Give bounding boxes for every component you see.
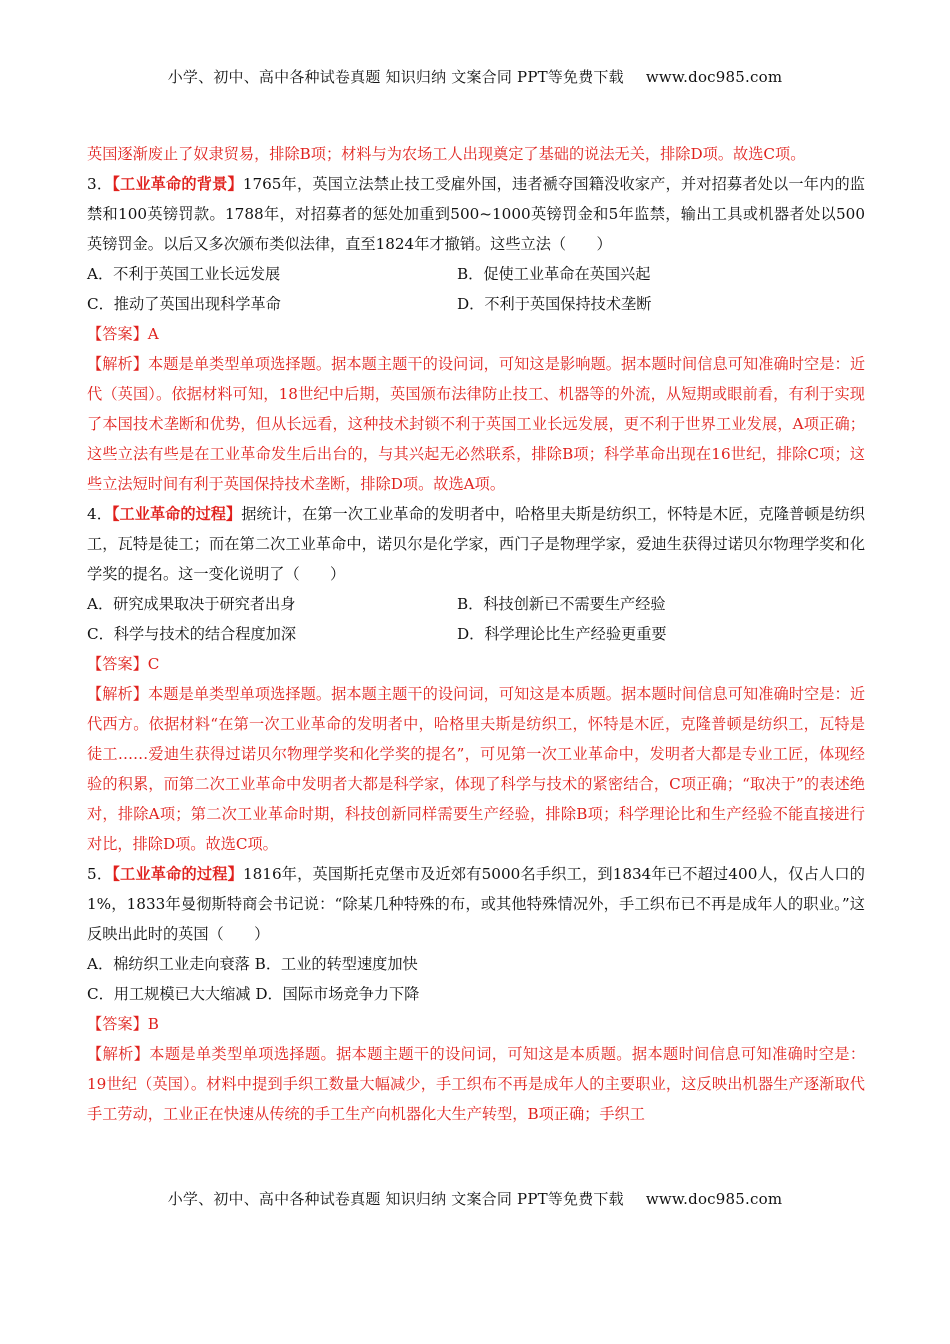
question-number: 4． bbox=[87, 505, 112, 523]
answer-line bbox=[87, 319, 865, 349]
question-text: 据统计，在第一次工业革命的发明者中，哈格里夫斯是纺织工，怀特是木匠，克隆普顿是纺织工，瓦特是徒工；而在第二次工业革命中，诺贝尔是化学家，西门子是物理学家，爱迪生获得过诺贝尔物理学奖和化学奖的提名。这一变化说明了（ ） bbox=[87, 505, 865, 583]
question-stem bbox=[87, 859, 865, 949]
analysis-block bbox=[87, 1039, 865, 1129]
options-row bbox=[87, 619, 865, 649]
option-a: A．不利于英国工业长远发展 bbox=[87, 265, 281, 283]
page-content bbox=[87, 139, 865, 1129]
answer-label: 【答案】 bbox=[87, 1015, 148, 1033]
question-tag: 【工业革命的过程】 bbox=[112, 865, 243, 883]
options-row bbox=[87, 589, 865, 619]
question-tag: 【工业革命的过程】 bbox=[111, 505, 242, 523]
question-number: 5． bbox=[87, 865, 113, 883]
continuation-text: 英国逐渐废止了奴隶贸易，排除B项；材料与为农场工人出现奠定了基础的说法无关，排除D项。故选C项。 bbox=[87, 145, 806, 163]
option-a: A．研究成果取决于研究者出身 bbox=[87, 595, 296, 613]
question-text: 1765年，英国立法禁止技工受雇外国，违者褫夺国籍没收家产，并对招募者处以一年内的监禁和100英镑罚款。1788年，对招募者的惩处加重到500~1000英镑罚金和5年监禁，输出工具或机器者处以500英镑罚金。以后又多次颁布类似法律，直至1824年才撤销。这些立法（ ） bbox=[87, 175, 865, 253]
analysis-text: 本题是单类型单项选择题。据本题主题干的设问词，可知这是影响题。据本题时间信息可知准确时空是：近代（英国）。依据材料可知，18世纪中后期，英国颁布法律防止技工、机器等的外流，从短期或眼前看，有利于实现了本国技术垄断和优势，但从长远看，这种技术封锁不利于英国工业长远发展，更不利于世界工业发展，A项正确；这些立法有些是在工业革命发生后出台的，与其兴起无必然联系，排除B项；科学革命出现在16世纪，排除C项；这些立法短时间有利于英国保持技术垄断，排除D项。故选A项。 bbox=[87, 355, 866, 493]
option-c: C．推动了英国出现科学革命 bbox=[87, 295, 281, 313]
options-line-cd: C．用工规模已大大缩减 D．国际市场竞争力下降 bbox=[87, 985, 420, 1003]
analysis-label: 【解析】 bbox=[87, 1045, 150, 1063]
question-text: 1816年，英国斯托克堡市及近郊有5000名手织工，到1834年已不超过400人，仅占人口的1%，1833年曼彻斯特商会书记说：“除某几种特殊的布，或其他特殊情况外，手工织布已不再是成年人的职业。”这反映出此时的英国（ ） bbox=[87, 865, 865, 943]
analysis-text: 本题是单类型单项选择题。据本题主题干的设问词，可知这是本质题。据本题时间信息可知准确时空是：近代西方。依据材料“在第一次工业革命的发明者中，哈格里夫斯是纺织工，怀特是木匠，克隆普顿是纺织工，瓦特是徒工……爱迪生获得过诺贝尔物理学奖和化学奖的提名”，可见第一次工业革命中，发明者大都是专业工匠，体现经验的积累，而第二次工业革命中发明者大都是科学家，体现了科学与技术的紧密结合，C项正确；“取决于”的表述绝对，排除A项；第二次工业革命时期，科技创新同样需要生产经验，排除B项；科学理论比和生产经验不能直接进行对比，排除D项。故选C项。 bbox=[87, 685, 866, 853]
options-line-ab: A．棉纺织工业走向衰落 B．工业的转型速度加快 bbox=[87, 955, 418, 973]
answer-label: 【答案】 bbox=[87, 655, 148, 673]
answer-value: A bbox=[147, 325, 159, 343]
question-3 bbox=[87, 169, 865, 499]
option-d: D．科学理论比生产经验更重要 bbox=[457, 625, 667, 643]
options-row bbox=[87, 259, 865, 289]
options-row bbox=[87, 289, 865, 319]
analysis-label: 【解析】 bbox=[87, 685, 149, 703]
analysis-label: 【解析】 bbox=[87, 355, 149, 373]
option-b: B．科技创新已不需要生产经验 bbox=[457, 595, 666, 613]
option-c: C．科学与技术的结合程度加深 bbox=[87, 625, 297, 643]
page-footer bbox=[0, 1188, 950, 1209]
footer-site[interactable]: www.doc985.com bbox=[645, 1190, 783, 1208]
header-site[interactable]: www.doc985.com bbox=[645, 68, 783, 86]
answer-value: C bbox=[147, 655, 160, 673]
option-d: D．不利于英国保持技术垄断 bbox=[457, 295, 652, 313]
analysis-block bbox=[87, 349, 865, 499]
footer-text: 小学、初中、高中各种试卷真题 知识归纳 文案合同 PPT等免费下载 bbox=[167, 1190, 624, 1208]
question-stem bbox=[87, 169, 865, 259]
analysis-text: 本题是单类型单项选择题。据本题主题干的设问词，可知这是本质题。据本题时间信息可知准确时空是：19世纪（英国）。材料中提到手织工数量大幅减少，手工织布不再是成年人的主要职业，这反映出机器生产逐渐取代手工劳动，工业正在快速从传统的手工生产向机器化大生产转型，B项正确；手织工 bbox=[87, 1045, 866, 1123]
answer-value: B bbox=[147, 1015, 159, 1033]
analysis-block bbox=[87, 679, 865, 859]
header-text: 小学、初中、高中各种试卷真题 知识归纳 文案合同 PPT等免费下载 bbox=[167, 68, 624, 86]
question-4 bbox=[87, 499, 865, 859]
question-stem bbox=[87, 499, 865, 589]
answer-line bbox=[87, 1009, 865, 1039]
question-5 bbox=[87, 859, 865, 1129]
answer-label: 【答案】 bbox=[87, 325, 148, 343]
answer-line bbox=[87, 649, 865, 679]
question-number: 3． bbox=[87, 175, 113, 193]
question-tag: 【工业革命的背景】 bbox=[112, 175, 243, 193]
option-b: B．促使工业革命在英国兴起 bbox=[457, 265, 651, 283]
page-header bbox=[0, 66, 950, 87]
